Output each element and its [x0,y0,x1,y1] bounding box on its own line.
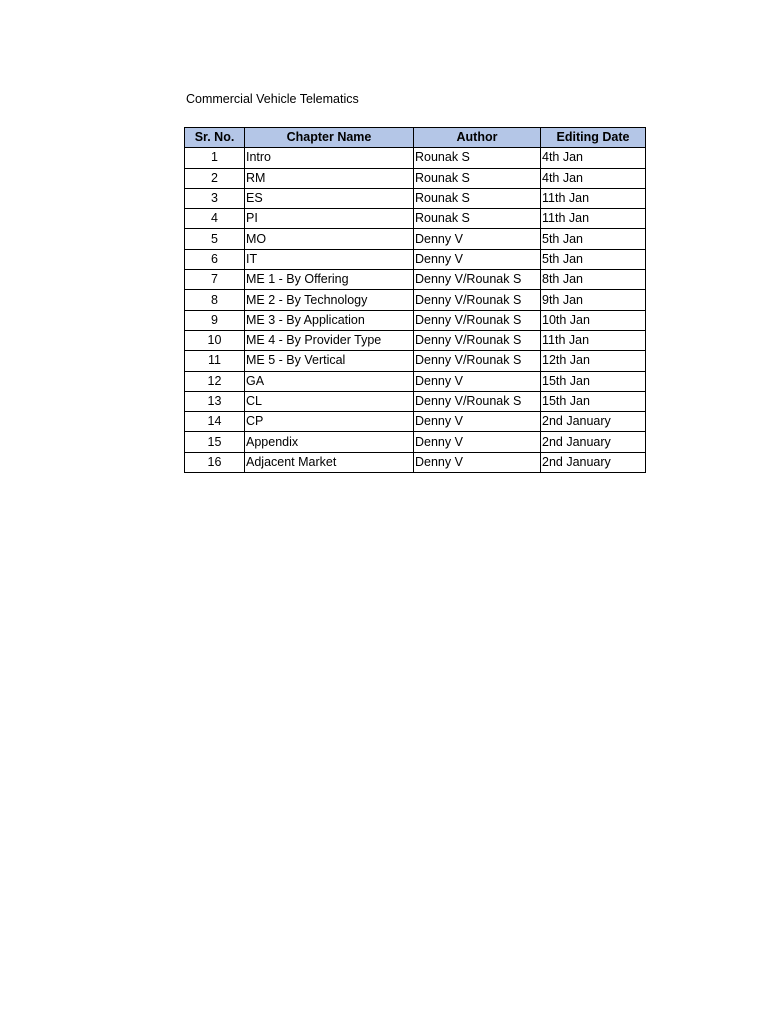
cell-chapter-name: MO [245,229,414,249]
table-row [185,330,646,350]
cell-author: Denny V/Rounak S [414,351,541,371]
table-row [185,391,646,411]
cell-chapter-name: PI [245,209,414,229]
chapter-table [184,127,646,473]
cell-chapter-name: Appendix [245,432,414,452]
cell-editing-date: 11th Jan [541,330,646,350]
table-header-row [185,128,646,148]
cell-chapter-name: ME 4 - By Provider Type [245,330,414,350]
table-row [185,290,646,310]
cell-sr-no: 6 [185,249,245,269]
cell-author: Denny V [414,432,541,452]
cell-author: Denny V [414,452,541,472]
cell-sr-no: 16 [185,452,245,472]
table-row [185,412,646,432]
cell-editing-date: 10th Jan [541,310,646,330]
cell-chapter-name: CP [245,412,414,432]
cell-author: Denny V/Rounak S [414,330,541,350]
cell-author: Denny V/Rounak S [414,270,541,290]
table-row [185,270,646,290]
table-row [185,452,646,472]
cell-author: Denny V [414,249,541,269]
header-editing-date: Editing Date [541,128,646,148]
cell-author: Rounak S [414,148,541,168]
cell-editing-date: 5th Jan [541,249,646,269]
cell-author: Denny V/Rounak S [414,310,541,330]
header-chapter-name: Chapter Name [245,128,414,148]
cell-author: Denny V/Rounak S [414,290,541,310]
cell-sr-no: 14 [185,412,245,432]
cell-author: Denny V [414,371,541,391]
cell-sr-no: 7 [185,270,245,290]
table-row [185,310,646,330]
cell-editing-date: 5th Jan [541,229,646,249]
table-row [185,432,646,452]
cell-chapter-name: RM [245,168,414,188]
cell-author: Rounak S [414,209,541,229]
cell-editing-date: 4th Jan [541,168,646,188]
cell-author: Denny V [414,229,541,249]
cell-editing-date: 2nd January [541,452,646,472]
table-row [185,249,646,269]
cell-chapter-name: ME 2 - By Technology [245,290,414,310]
cell-author: Denny V/Rounak S [414,391,541,411]
cell-chapter-name: Intro [245,148,414,168]
cell-sr-no: 1 [185,148,245,168]
cell-editing-date: 2nd January [541,432,646,452]
cell-chapter-name: ME 1 - By Offering [245,270,414,290]
table-row [185,188,646,208]
cell-sr-no: 12 [185,371,245,391]
cell-editing-date: 11th Jan [541,188,646,208]
cell-sr-no: 2 [185,168,245,188]
cell-sr-no: 4 [185,209,245,229]
header-author: Author [414,128,541,148]
cell-chapter-name: Adjacent Market [245,452,414,472]
cell-chapter-name: ME 3 - By Application [245,310,414,330]
cell-sr-no: 11 [185,351,245,371]
cell-author: Rounak S [414,168,541,188]
table-row [185,209,646,229]
cell-chapter-name: ES [245,188,414,208]
document-title: Commercial Vehicle Telematics [186,92,359,106]
cell-sr-no: 13 [185,391,245,411]
cell-editing-date: 15th Jan [541,391,646,411]
cell-author: Denny V [414,412,541,432]
cell-sr-no: 15 [185,432,245,452]
cell-chapter-name: GA [245,371,414,391]
cell-editing-date: 12th Jan [541,351,646,371]
cell-editing-date: 15th Jan [541,371,646,391]
cell-sr-no: 3 [185,188,245,208]
cell-chapter-name: IT [245,249,414,269]
cell-sr-no: 9 [185,310,245,330]
cell-editing-date: 2nd January [541,412,646,432]
cell-chapter-name: CL [245,391,414,411]
cell-sr-no: 10 [185,330,245,350]
table-row [185,148,646,168]
table-row [185,229,646,249]
table-row [185,168,646,188]
cell-sr-no: 5 [185,229,245,249]
header-sr-no: Sr. No. [185,128,245,148]
cell-editing-date: 9th Jan [541,290,646,310]
cell-chapter-name: ME 5 - By Vertical [245,351,414,371]
cell-editing-date: 4th Jan [541,148,646,168]
cell-author: Rounak S [414,188,541,208]
cell-sr-no: 8 [185,290,245,310]
table-row [185,371,646,391]
table-row [185,351,646,371]
cell-editing-date: 11th Jan [541,209,646,229]
cell-editing-date: 8th Jan [541,270,646,290]
